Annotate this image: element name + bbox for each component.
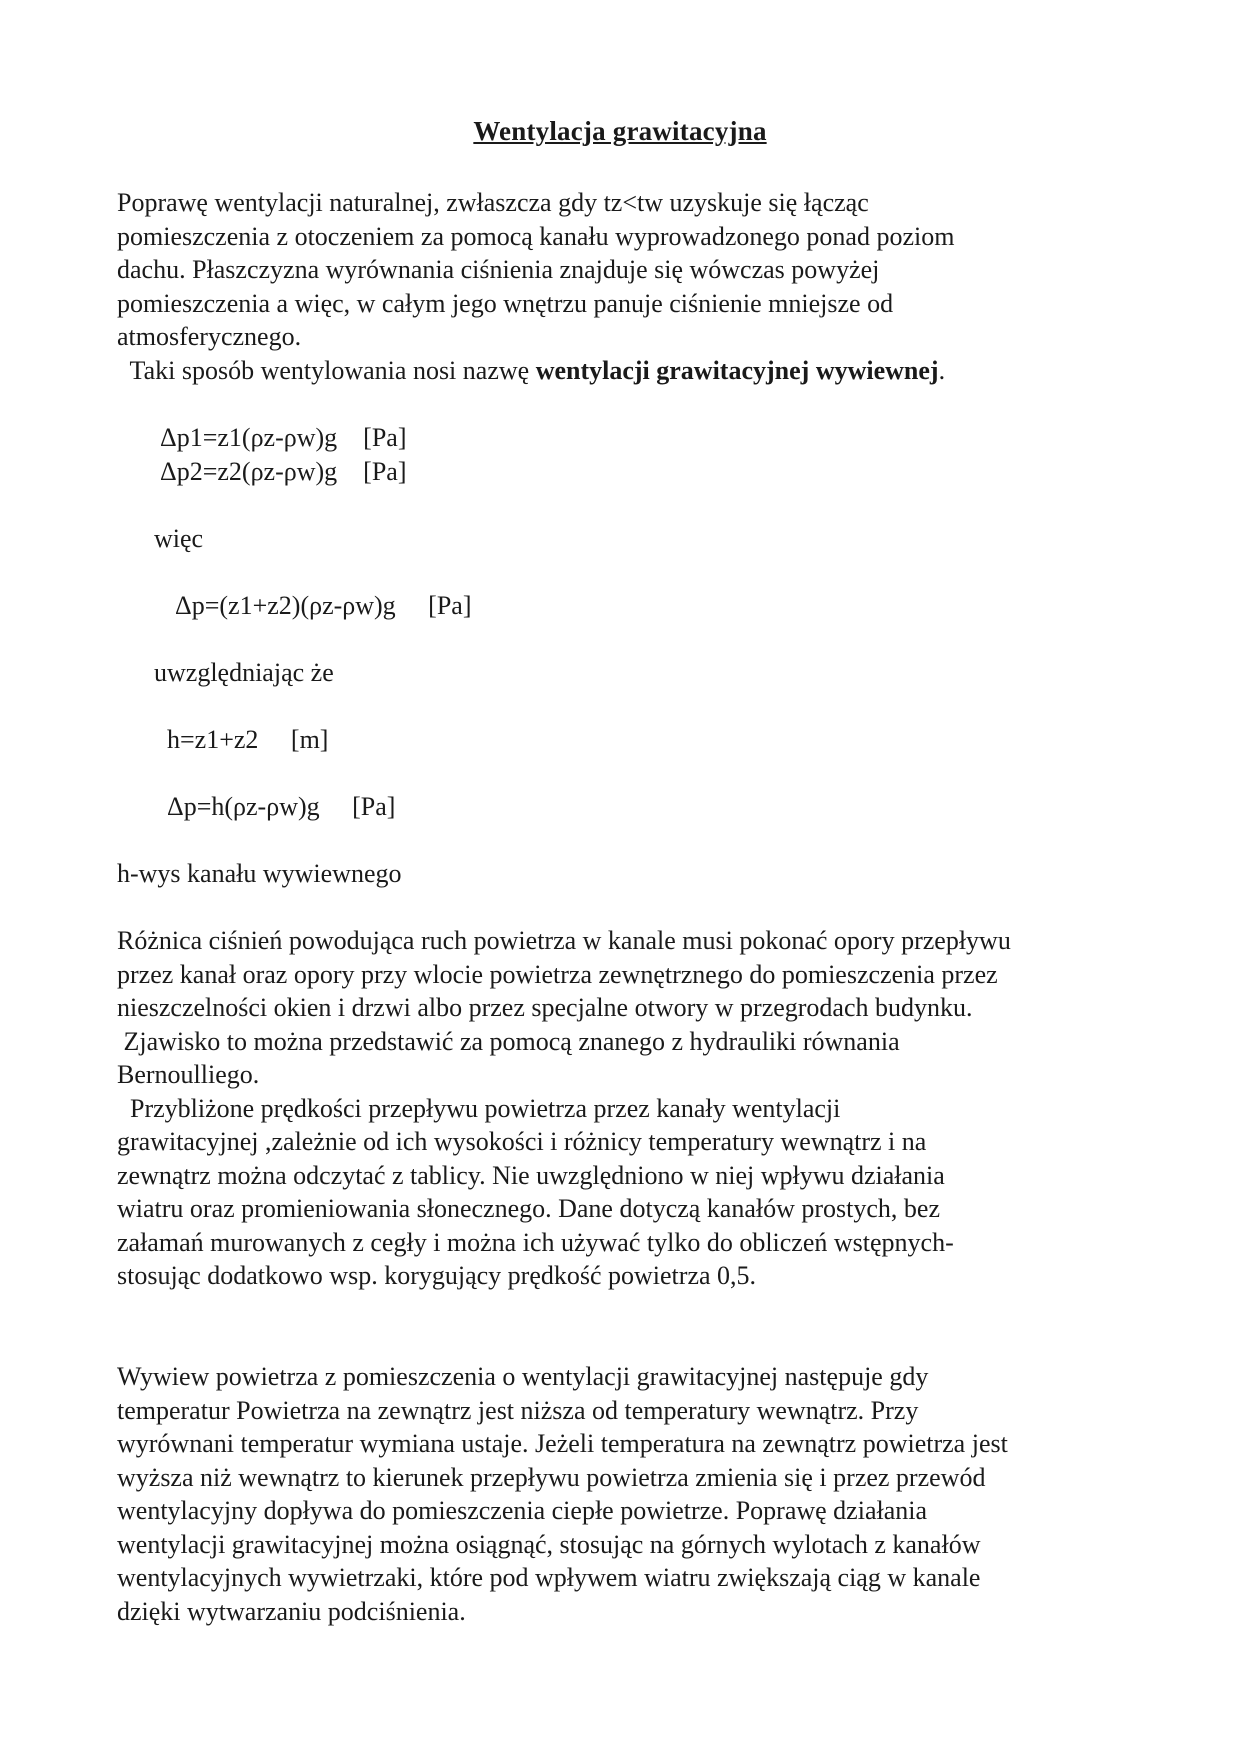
text-line: Poprawę wentylacji naturalnej, zwłaszcza gdy tz<tw uzyskuje się łącząc bbox=[117, 188, 869, 217]
text-line: nieszczelności okien i drzwi albo przez specjalne otwory w przegrodach budynku. bbox=[117, 993, 973, 1022]
formula-dp-sum: Δp=(z1+z2)(ρz-ρw)g [Pa] bbox=[175, 591, 472, 620]
text-line: Bernoulliego. bbox=[117, 1060, 260, 1089]
text-line: Różnica ciśnień powodująca ruch powietrza w kanale musi pokonać opory przepływu bbox=[117, 926, 1011, 955]
formula-dp2: Δp2=z2(ρz-ρw)g [Pa] bbox=[160, 457, 407, 486]
paragraph-3 bbox=[117, 1360, 1137, 1628]
naming-prefix: Taki sposób wentylowania nosi nazwę bbox=[117, 355, 536, 385]
formula-h: h=z1+z2 [m] bbox=[167, 725, 329, 754]
text-line: atmosferycznego. bbox=[117, 322, 302, 351]
formula-dp-h: Δp=h(ρz-ρw)g [Pa] bbox=[167, 792, 396, 821]
text-line: pomieszczenia a więc, w całym jego wnętrzu panuje ciśnienie mniejsze od bbox=[117, 288, 894, 318]
naming-suffix: . bbox=[938, 355, 946, 385]
intro-paragraph bbox=[117, 186, 1137, 387]
text-line: pomieszczenia z otoczeniem za pomocą kanału wyprowadzonego ponad poziom bbox=[117, 221, 955, 251]
naming-bold-term: wentylacji grawitacyjnej wywiewnej bbox=[535, 355, 939, 385]
word-wiec: więc bbox=[154, 524, 204, 553]
text-line: dachu. Płaszczyzna wyrównania ciśnienia znajduje się wówczas powyżej bbox=[117, 255, 880, 284]
document-title: Wentylacja grawitacyjna bbox=[473, 116, 767, 146]
text-line: wentylacji grawitacyjnej można osiągnąć, stosując na górnych wylotach z kanałów bbox=[117, 1529, 981, 1559]
text-line: wiatru oraz promieniowania słonecznego. Dane dotyczą kanałów prostych, bez bbox=[117, 1194, 941, 1223]
text-line: zewnątrz można odczytać z tablicy. Nie uwzględniono w niej wpływu działania bbox=[117, 1160, 945, 1190]
text-line: załamań murowanych z cegły i można ich używać tylko do obliczeń wstępnych- bbox=[117, 1227, 954, 1257]
text-line: dzięki wytwarzaniu podciśnienia. bbox=[117, 1596, 466, 1626]
text-line: wyrównani temperatur wymiana ustaje. Jeżeli temperatura na zewnątrz powietrza jest bbox=[117, 1429, 1008, 1458]
text-line: temperatur Powietrza na zewnątrz jest niższa od temperatury wewnątrz. Przy bbox=[117, 1395, 919, 1425]
text-line: wentylacyjny dopływa do pomieszczenia ciepłe powietrze. Poprawę działania bbox=[117, 1496, 928, 1525]
text-line: stosując dodatkowo wsp. korygujący prędkość powietrza 0,5. bbox=[117, 1261, 757, 1290]
text-line: Przybliżone prędkości przepływu powietrza przez kanały wentylacji bbox=[117, 1093, 841, 1123]
formula-dp1: Δp1=z1(ρz-ρw)g [Pa] bbox=[160, 423, 407, 452]
text-line: wyższa niż wewnątrz to kierunek przepływu powietrza zmienia się i przez przewód bbox=[117, 1462, 986, 1492]
text-line: przez kanał oraz opory przy wlocie powietrza zewnętrznego do pomieszczenia przez bbox=[117, 959, 998, 989]
text-line: grawitacyjnej ,zależnie od ich wysokości i różnicy temperatury wewnątrz i na bbox=[117, 1127, 927, 1156]
paragraph-2 bbox=[117, 924, 1137, 1293]
text-line: Wywiew powietrza z pomieszczenia o wentylacji grawitacyjnej następuje gdy bbox=[117, 1362, 929, 1391]
word-uwzgledniajac: uwzględniając że bbox=[154, 658, 334, 687]
naming-sentence bbox=[117, 354, 1137, 388]
text-line: wentylacyjnych wywietrzaki, które pod wpływem wiatru zwiększają ciąg w kanale bbox=[117, 1563, 981, 1592]
h-definition: h-wys kanału wywiewnego bbox=[117, 859, 402, 888]
text-line: Zjawisko to można przedstawić za pomocą znanego z hydrauliki równania bbox=[117, 1026, 900, 1056]
